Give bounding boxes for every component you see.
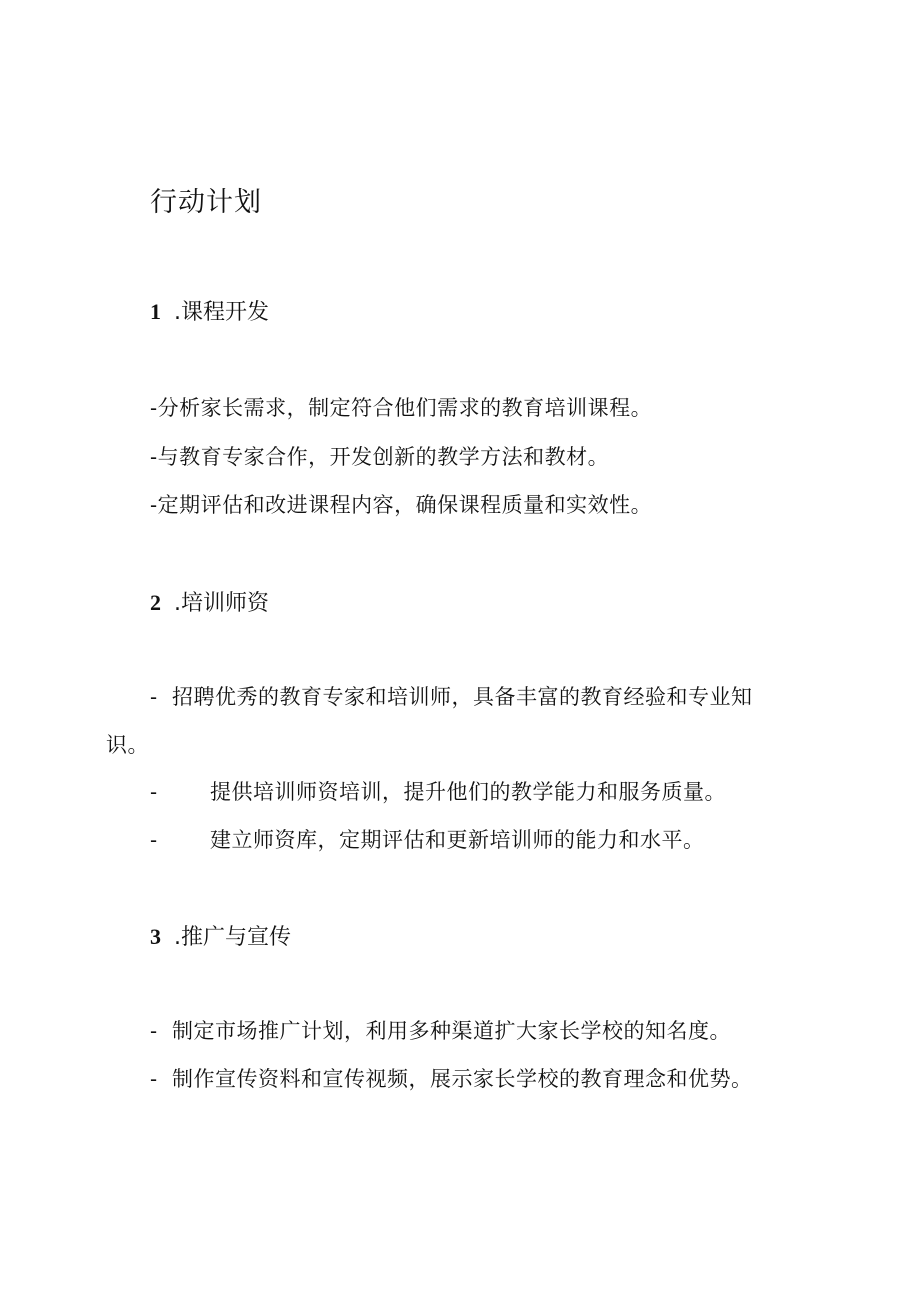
- list-item-text: 与教育专家合作，开发创新的教学方法和教材。: [157, 445, 610, 469]
- section-title: .课程开发: [174, 300, 269, 325]
- list-item-text: 提供培训师资培训，提升他们的教学能力和服务质量。: [210, 780, 726, 804]
- list-item-text: 制作宣传资料和宣传视频，展示家长学校的教育理念和优势。: [172, 1067, 753, 1091]
- bullet-dash: -: [150, 828, 158, 852]
- list-item-text: 分析家长需求，制定符合他们需求的教育培训课程。: [157, 396, 653, 420]
- list-item: [150, 776, 726, 806]
- bullet-dash: -: [150, 445, 158, 469]
- bullet-dash: -: [150, 1067, 158, 1091]
- section-number: 3: [150, 924, 161, 949]
- bullet-dash: -: [150, 493, 158, 517]
- bullet-dash: -: [150, 685, 158, 709]
- section-title: .培训师资: [174, 591, 269, 616]
- section-heading-1: [150, 295, 269, 326]
- list-item: [150, 489, 652, 519]
- list-item: [150, 441, 609, 471]
- list-item: [150, 392, 652, 422]
- list-item-text: 建立师资库，定期评估和更新培训师的能力和水平。: [210, 828, 705, 852]
- list-item-text: 定期评估和改进课程内容，确保课程质量和实效性。: [157, 493, 653, 517]
- bullet-dash: -: [150, 1019, 158, 1043]
- section-heading-2: [150, 586, 269, 617]
- bullet-dash: -: [150, 780, 158, 804]
- list-item: [150, 1063, 753, 1093]
- list-item: [150, 1015, 731, 1045]
- list-item: [150, 824, 705, 854]
- page-title: 行动计划: [150, 187, 262, 218]
- list-item-text: 招聘优秀的教育专家和培训师，具备丰富的教育经验和专业知: [172, 685, 753, 709]
- list-item-text: 制定市场推广计划，利用多种渠道扩大家长学校的知名度。: [172, 1019, 731, 1043]
- list-item: [150, 681, 753, 711]
- section-number: 1: [150, 299, 161, 324]
- section-heading-3: [150, 920, 291, 951]
- section-number: 2: [150, 590, 161, 615]
- list-item-continuation: 识。: [106, 733, 149, 757]
- bullet-dash: -: [150, 396, 158, 420]
- section-title: .推广与宣传: [174, 925, 291, 950]
